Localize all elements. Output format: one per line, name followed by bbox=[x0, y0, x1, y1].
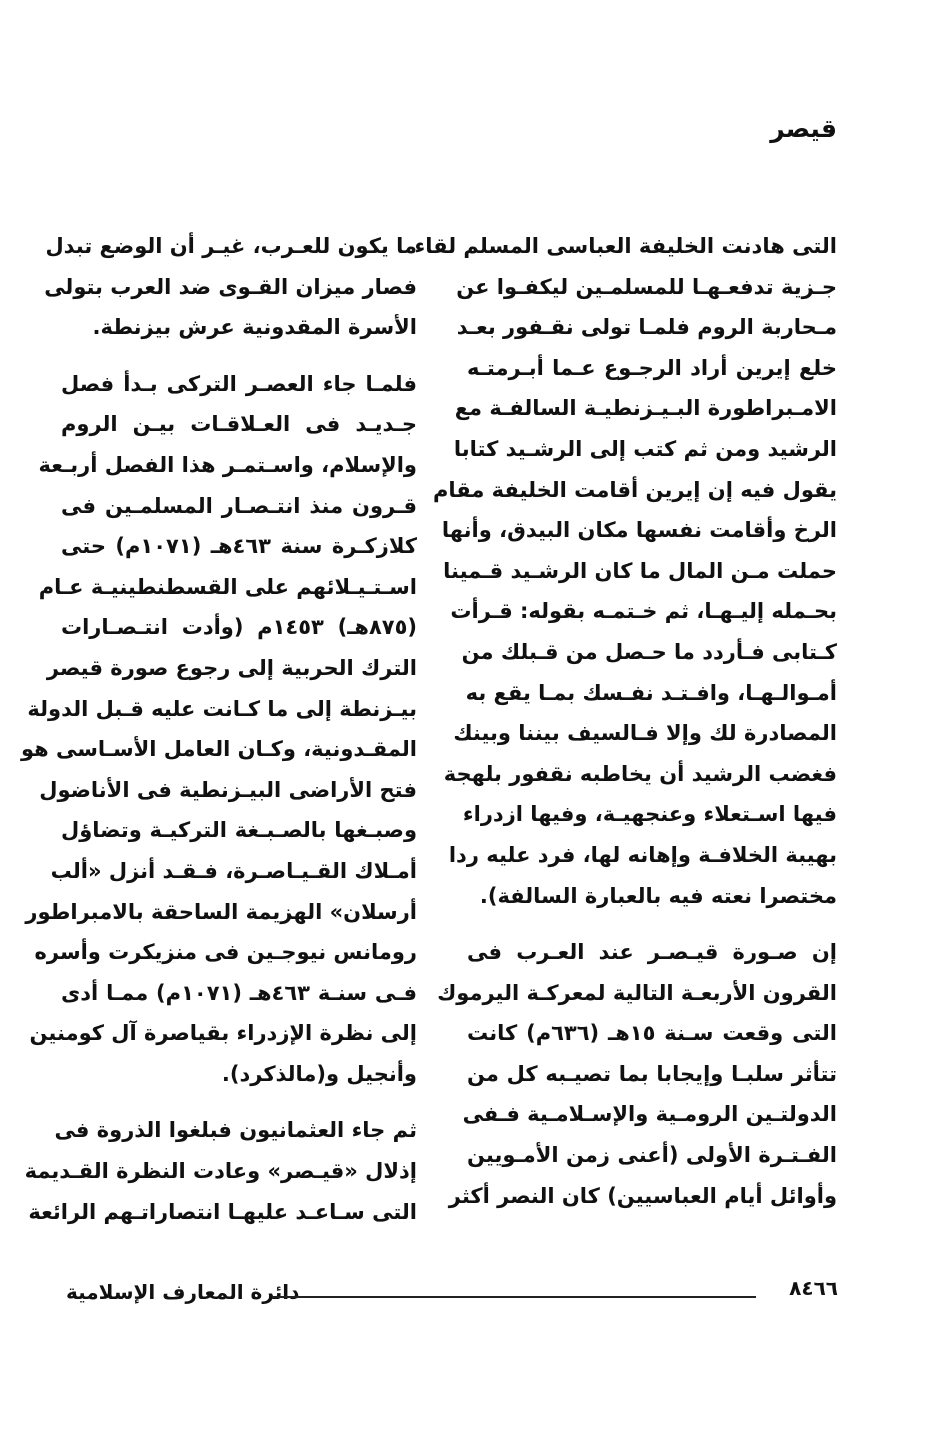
text-line: الامـبراطورة البـيـزنطيـة السالفـة مع bbox=[454, 396, 837, 421]
text-line: الفـتـرة الأولى (أعنى زمن الأمـويين bbox=[467, 1143, 837, 1168]
text-line: ما يكون للعـرب، غيـر أن الوضع تبدل bbox=[45, 234, 417, 258]
text-line: (٨٧٥هـ) ١٤٥٣م (وأدت انتـصـارات bbox=[61, 615, 417, 640]
text-line: يقول فيه إن إيرين أقامت الخليفة مقام bbox=[432, 477, 837, 502]
text-line: خلع إيرين أراد الرجـوع عـما أبـرمتـه bbox=[467, 355, 837, 380]
text-line: المصادرة لك وإلا فـالسيف بيننا وبينك bbox=[453, 721, 837, 746]
text-line: مختصرا نعته فيه بالعبارة السالفة). bbox=[479, 883, 837, 908]
text-line: اسـتـيـلائهم على القسطنطينيـة عـام bbox=[38, 574, 417, 599]
text-line: بهيبة الخلافـة وإهانه لها، فرد عليه ردا bbox=[448, 842, 837, 867]
paragraph-gap bbox=[61, 348, 417, 364]
text-line: وأنجيل و(مالذكرد). bbox=[221, 1061, 417, 1086]
text-line: وأوائل أيام العباسيين) كان النصر أكثر bbox=[448, 1183, 837, 1208]
footer-journal-title: دائرة المعارف الإسلامية bbox=[66, 1280, 300, 1304]
text-line: التى هادنت الخليفة العباسى المسلم لقاء bbox=[414, 234, 837, 258]
text-line: وصبـغها بالصـبـغة التركيـة وتضاؤل bbox=[61, 818, 417, 843]
page-number: ٨٤٦٦ bbox=[789, 1276, 838, 1300]
text-line: الترك الحربية إلى رجوع صورة قيصر bbox=[46, 655, 417, 680]
text-line: إلى نظرة الإزدراء بقياصرة آل كومنين bbox=[29, 1021, 417, 1046]
text-line: التى سـاعـد عليهـا انتصاراتـهم الرائعة bbox=[28, 1199, 417, 1224]
text-line: كـتابى فـأردد ما حـصل من قـبلك من bbox=[461, 639, 837, 664]
text-line: القرون الأربعـة التالية لمعركـة اليرموك bbox=[437, 980, 837, 1005]
text-line: فلمـا جاء العصـر التركى بـدأ فصل bbox=[61, 371, 417, 396]
page-footer bbox=[66, 1276, 838, 1316]
left-column bbox=[20, 226, 417, 1232]
text-line: فـى سنـة ٤٦٣هـ (١٠٧١م) ممـا أدى bbox=[61, 980, 417, 1005]
text-line: فيها اسـتعلاء وعنجهيـة، وفيها ازدراء bbox=[462, 802, 837, 827]
text-line: كلازكـرة سنة ٤٦٣هـ (١٠٧١م) حتى bbox=[61, 534, 417, 559]
text-line: إذلال «قيـصر» وعادت النظرة القـديمة bbox=[24, 1159, 417, 1184]
text-line: إن صـورة قيـصـر عند العـرب فى bbox=[467, 940, 837, 965]
text-line: والإسلام، واسـتمـر هذا الفصل أربـعة bbox=[38, 452, 417, 477]
footer-rule bbox=[272, 1296, 756, 1298]
text-line: الدولتـين الرومـية والإسـلامـية فـفى bbox=[462, 1102, 837, 1127]
text-line: أمـوالـهـا، وافـتـد نفـسك بمـا يقع به bbox=[465, 680, 837, 705]
text-line: قـرون منذ انتـصـار المسلمـين فى bbox=[61, 493, 417, 518]
paragraph-gap bbox=[61, 1094, 417, 1110]
text-line: أرسلان» الهزيمة الساحقة بالامبراطور bbox=[25, 899, 417, 924]
running-header-title: قيصر bbox=[770, 114, 837, 143]
text-line: جـزية تدفعـهـا للمسلمـين ليكفـوا عن bbox=[456, 274, 837, 299]
text-line: فصار ميزان القـوى ضد العرب بتولى bbox=[44, 274, 417, 299]
text-line: الرخ وأقامت نفسها مكان البيدق، وأنها bbox=[441, 518, 837, 543]
text-line: المقـدونية، وكـان العامل الأسـاسى هو bbox=[20, 737, 417, 762]
text-line: ثم جاء العثمانيون فبلغوا الذروة فى bbox=[54, 1118, 417, 1143]
text-line: التى وقعت سـنة ١٥هـ (٦٣٦م) كانت bbox=[467, 1021, 838, 1046]
text-line: الرشيد ومن ثم كتب إلى الرشـيد كتابا bbox=[453, 436, 837, 461]
paragraph-gap bbox=[467, 916, 837, 932]
text-line: أمـلاك القـيـاصـرة، فـقـد أنزل «ألب bbox=[50, 858, 417, 883]
text-line: فتح الأراضى البيـزنطية فى الأناضول bbox=[39, 777, 417, 802]
text-line: تتأثر سلبـا وإيجابا بما تصيـبه كل من bbox=[467, 1061, 837, 1086]
text-line: بيـزنطة إلى ما كـانت عليه قـبل الدولة bbox=[27, 696, 417, 721]
text-line: فغضب الرشيد أن يخاطبه نقفور بلهجة bbox=[443, 761, 837, 786]
text-line: حملت مـن المال ما كان الرشـيد قـمينا bbox=[443, 558, 837, 583]
right-column bbox=[414, 226, 838, 1216]
text-line: الأسرة المقدونية عرش بيزنطة. bbox=[92, 315, 417, 340]
text-line: مـحاربة الروم فلمـا تولى نقـفور بعـد bbox=[456, 315, 837, 340]
text-line: رومانس نيوجـين فى منزيكرت وأسره bbox=[34, 940, 417, 965]
text-line: جـديـد فى العـلاقـات بيـن الروم bbox=[61, 412, 417, 437]
text-line: بحـمله إليـهـا، ثم خـتمـه بقوله: قـرأت bbox=[450, 599, 837, 624]
